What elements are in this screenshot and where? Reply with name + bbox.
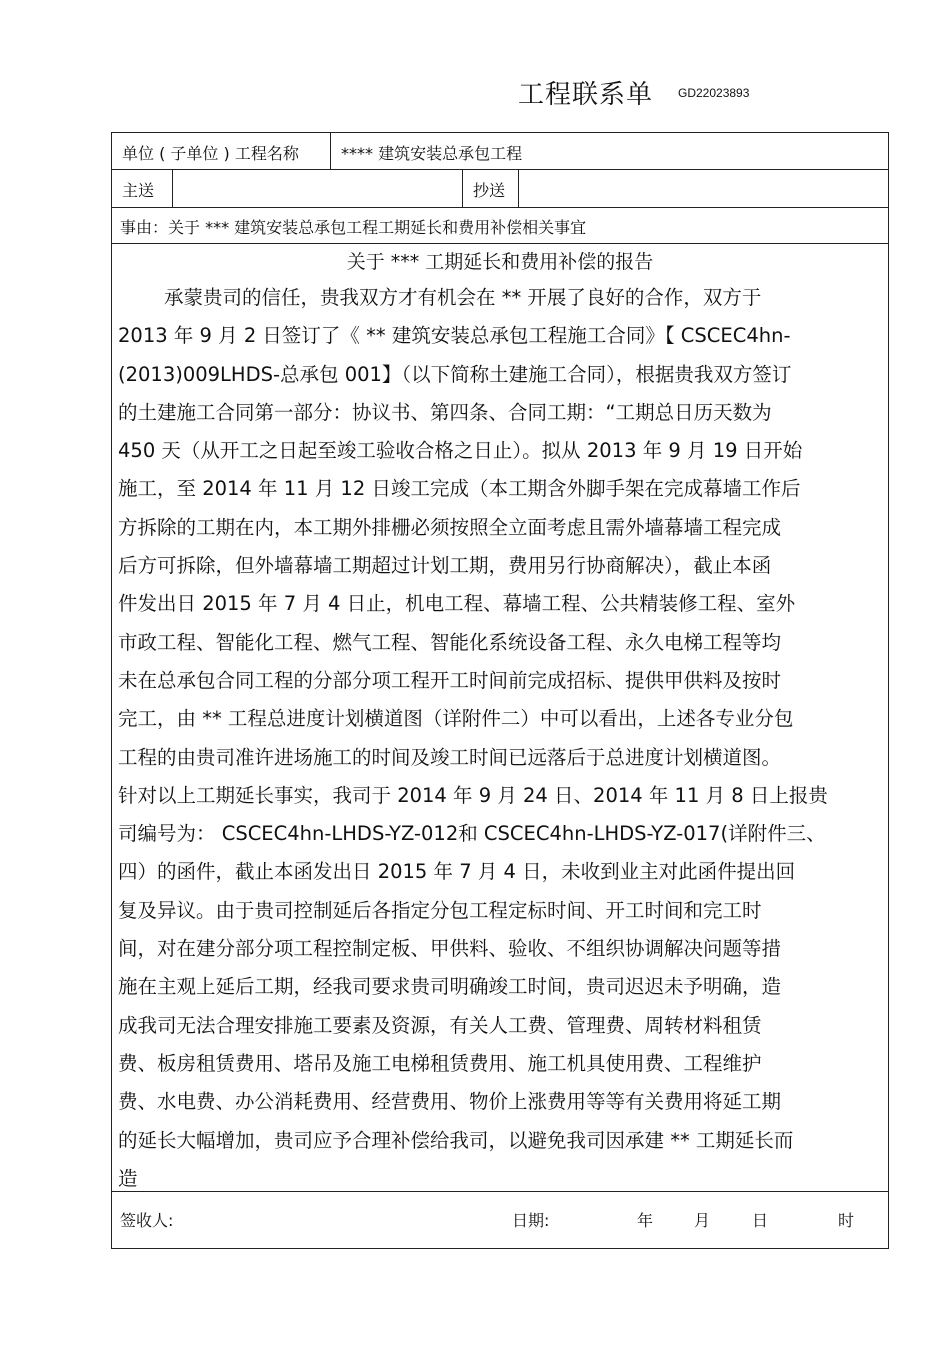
body-line: 件发出日 2015 年 7 月 4 日止，机电工程、幕墙工程、公共精装修工程、室外: [118, 592, 796, 616]
cc-label: 抄送: [462, 170, 518, 207]
date-label: 日期:: [512, 1211, 550, 1230]
body-line: 施在主观上延后工期，经我司要求贵司明确竣工时间，贵司迟迟未予明确，造: [118, 975, 782, 999]
body-line: 方拆除的工期在内，本工期外排栅必须按照全立面考虑且需外墙幕墙工程完成: [118, 515, 782, 539]
reason-text: 事由：关于 *** 建筑安装总承包工程工期延长和费用补偿相关事宜: [120, 218, 587, 237]
report-body: [118, 279, 894, 1198]
header: [0, 74, 950, 114]
year-label: 年: [637, 1211, 654, 1230]
body-line: 四）的函件，截止本函发出日 2015 年 7 月 4 日，未收到业主对此函件提出回: [118, 860, 796, 884]
send-label: 主送: [122, 181, 155, 200]
day-label: 日: [752, 1211, 769, 1230]
project-value: **** 建筑安装总承包工程: [330, 133, 888, 169]
body-line: 的土建施工合同第一部分：协议书、第四条、合同工期：“工期总日历天数为: [118, 400, 772, 424]
body-line: 未在总承包合同工程的分部分项工程开工时间前完成招标、提供甲供料及按时: [118, 668, 782, 692]
body-line: 完工，由 ** 工程总进度计划横道图（详附件二）中可以看出，上述各专业分包: [118, 707, 794, 731]
receiver-label: 签收人:: [120, 1211, 174, 1230]
body-line: 成我司无法合理安排施工要素及资源，有关人工费、管理费、周转材料租赁: [118, 1013, 762, 1037]
document-code: GD22023893: [678, 86, 750, 100]
hour-label: 时: [838, 1211, 855, 1230]
body-line: 的延长大幅增加，贵司应予合理补偿给我司，以避免我司因承建 ** 工期延长而: [118, 1128, 794, 1152]
month-label: 月: [694, 1211, 711, 1230]
body-line: 工程的由贵司准许进场施工的时间及竣工时间已远落后于总进度计划横道图。: [118, 745, 782, 769]
sign-row: [112, 1191, 888, 1249]
body-line: (2013)009LHDS-总承包 001】（以下简称土建施工合同），根据贵我双方签订: [118, 362, 792, 386]
project-label: 单位 ( 子单位 ) 工程名称: [122, 144, 299, 163]
body-line: 后方可拆除，但外墙幕墙工期超过计划工期，费用另行协商解决），截止本函: [118, 554, 772, 578]
body-line: 2013 年 9 月 2 日签订了《 ** 建筑安装总承包工程施工合同》【 CSCEC4hn-: [118, 324, 791, 348]
send-value: [172, 170, 462, 207]
body-line: 450 天（从开工之日起至竣工验收合格之日止）。拟从 2013 年 9 月 19 日开始: [118, 439, 803, 463]
project-row: [112, 133, 888, 170]
body-line: 造: [118, 1166, 138, 1190]
page-title: 工程联系单: [518, 80, 654, 110]
contact-form: [111, 132, 889, 1249]
body-line: 市政工程、智能化工程、燃气工程、智能化系统设备工程、永久电梯工程等均: [118, 630, 782, 654]
body-line: 费、板房租赁费用、塔吊及施工电梯租赁费用、施工机具使用费、工程维护: [118, 1051, 762, 1075]
body-line: 施工，至 2014 年 11 月 12 日竣工完成（本工期含外脚手架在完成幕墙工作后: [118, 477, 801, 501]
body-line: 复及异议。由于贵司控制延后各指定分包工程定标时间、开工时间和完工时: [118, 898, 762, 922]
report-title: 关于 *** 工期延长和费用补偿的报告: [346, 251, 654, 273]
body-line: 司编号为： CSCEC4hn-LHDS-YZ-012和 CSCEC4hn-LHDS-YZ-017(详附件三、: [118, 822, 826, 846]
cc-value: [518, 170, 888, 207]
body-line: 承蒙贵司的信任，贵我双方才有机会在 ** 开展了良好的合作，双方于: [164, 286, 762, 309]
body-line: 费、水电费、办公消耗费用、经营费用、物价上涨费用等等有关费用将延工期: [118, 1090, 782, 1114]
body-line: 针对以上工期延长事实，我司于 2014 年 9 月 24 日、2014 年 11 月 8 日上报贵: [118, 783, 828, 807]
reason-row: [112, 208, 888, 244]
recipient-row: [112, 170, 888, 208]
body-line: 间，对在建分部分项工程控制定板、甲供料、验收、不组织协调解决问题等措: [118, 937, 782, 961]
